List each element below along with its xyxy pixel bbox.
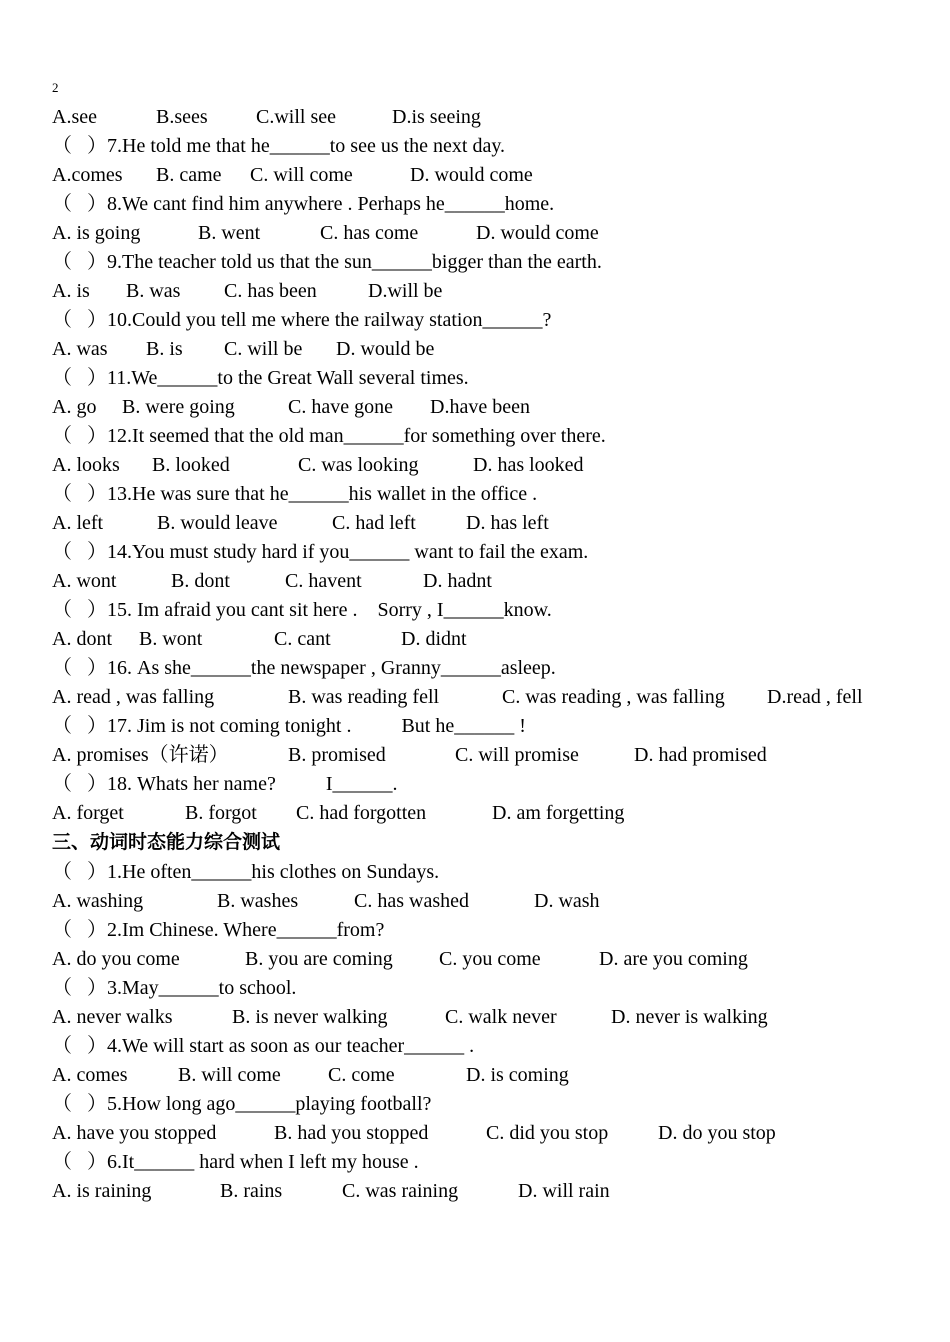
answer-option: D. hadnt [423, 570, 492, 592]
answer-option: D. had promised [634, 744, 767, 766]
answer-options-row [52, 743, 932, 767]
answer-options-row [52, 337, 932, 361]
answer-option: D. wash [534, 890, 600, 912]
answer-option: A. go [52, 396, 97, 418]
answer-option: D. will rain [518, 1180, 610, 1202]
answer-option: C. walk never [445, 1006, 557, 1028]
section-heading: 三、动词时态能力综合测试 [52, 831, 281, 853]
answer-option: C. you come [439, 948, 541, 970]
answer-options-row [52, 279, 932, 303]
answer-option: C. havent [285, 570, 362, 592]
question-text: （ ）3.May______to school. [52, 977, 297, 999]
answer-option: D.will be [368, 280, 443, 302]
answer-options-row [52, 889, 932, 913]
answer-option: C. will come [250, 164, 353, 186]
answer-option: A.see [52, 106, 97, 128]
answer-option: A. comes [52, 1064, 128, 1086]
answer-option: B. you are coming [245, 948, 393, 970]
question-text: （ ）16. As she______the newspaper , Granny______asleep. [52, 657, 556, 679]
answer-options-row [52, 221, 932, 245]
answer-option: C. had left [332, 512, 416, 534]
answer-option: D. would come [476, 222, 599, 244]
answer-option: B. went [198, 222, 261, 244]
answer-option: A. is going [52, 222, 141, 244]
answer-option: B. forgot [185, 802, 257, 824]
answer-option: B. dont [171, 570, 230, 592]
answer-option: D. would be [336, 338, 435, 360]
question-text: （ ）2.Im Chinese. Where______from? [52, 919, 385, 941]
answer-option: C.will see [256, 106, 336, 128]
answer-option: A. have you stopped [52, 1122, 217, 1144]
answer-option: B.sees [156, 106, 208, 128]
answer-option: D. has left [466, 512, 549, 534]
answer-option: B. would leave [157, 512, 278, 534]
answer-option: A. washing [52, 890, 144, 912]
answer-options-row [52, 627, 932, 651]
answer-option: B. wont [139, 628, 203, 650]
question-text: （ ）6.It______ hard when I left my house . [52, 1151, 419, 1173]
answer-option: A. is [52, 280, 90, 302]
answer-option: C. was reading , was falling [502, 686, 725, 708]
answer-option: A. is raining [52, 1180, 152, 1202]
answer-option: D. are you coming [599, 948, 748, 970]
answer-options-row [52, 163, 932, 187]
answer-options-row [52, 395, 932, 419]
answer-option: B. is [146, 338, 183, 360]
answer-options-row [52, 1179, 932, 1203]
question-text: （ ）10.Could you tell me where the railway station______? [52, 309, 552, 331]
answer-option: D. do you stop [658, 1122, 776, 1144]
question-text: （ ）7.He told me that he______to see us the next day. [52, 135, 506, 157]
answer-option: A. promises（许诺） [52, 744, 229, 766]
answer-option: A. wont [52, 570, 117, 592]
question-text: （ ）18. Whats her name? I______. [52, 773, 398, 795]
answer-option: A. read , was falling [52, 686, 215, 708]
answer-option: C. had forgotten [296, 802, 427, 824]
answer-option: C. has been [224, 280, 317, 302]
answer-option: D.is seeing [392, 106, 481, 128]
answer-option: B. will come [178, 1064, 281, 1086]
answer-option: C. did you stop [486, 1122, 609, 1144]
answer-option: D. would come [410, 164, 533, 186]
answer-option: A.comes [52, 164, 123, 186]
answer-option: D. never is walking [611, 1006, 768, 1028]
answer-option: D. is coming [466, 1064, 569, 1086]
answer-options-row [52, 453, 932, 477]
answer-option: C. come [328, 1064, 395, 1086]
question-text: （ ）11.We______to the Great Wall several times. [52, 367, 469, 389]
page-number: 2 [52, 80, 59, 95]
answer-option: D. am forgetting [492, 802, 625, 824]
answer-option: A. do you come [52, 948, 180, 970]
answer-option: B. is never walking [232, 1006, 388, 1028]
answer-option: C. will promise [455, 744, 579, 766]
answer-option: C. has washed [354, 890, 469, 912]
answer-options-row [52, 1005, 932, 1029]
answer-options-row [52, 105, 932, 129]
answer-option: B. looked [152, 454, 230, 476]
answer-option: B. was [126, 280, 181, 302]
answer-option: D.read , fell [767, 686, 863, 708]
answer-options-row [52, 685, 932, 709]
answer-option: A. never walks [52, 1006, 173, 1028]
answer-options-row [52, 569, 932, 593]
answer-option: B. came [156, 164, 222, 186]
question-text: （ ）14.You must study hard if you______ want to fail the exam. [52, 541, 589, 563]
answer-option: C. has come [320, 222, 419, 244]
question-text: （ ）9.The teacher told us that the sun______bigger than the earth. [52, 251, 602, 273]
answer-options-row [52, 801, 932, 825]
answer-option: C. have gone [288, 396, 393, 418]
answer-option: D. didnt [401, 628, 467, 650]
question-text: （ ）8.We cant find him anywhere . Perhaps he______home. [52, 193, 555, 215]
answer-option: A. left [52, 512, 104, 534]
answer-option: A. forget [52, 802, 124, 824]
question-text: （ ）12.It seemed that the old man______for something over there. [52, 425, 606, 447]
answer-option: B. washes [217, 890, 299, 912]
question-text: （ ）1.He often______his clothes on Sundays. [52, 861, 440, 883]
answer-option: A. was [52, 338, 108, 360]
answer-options-row [52, 1121, 932, 1145]
answer-options-row [52, 1063, 932, 1087]
answer-option: B. promised [288, 744, 386, 766]
question-text: （ ）5.How long ago______playing football? [52, 1093, 432, 1115]
answer-options-row [52, 511, 932, 535]
question-text: （ ）4.We will start as soon as our teacher______ . [52, 1035, 475, 1057]
answer-option: D. has looked [473, 454, 584, 476]
answer-option: A. looks [52, 454, 120, 476]
answer-option: A. dont [52, 628, 112, 650]
answer-option: C. cant [274, 628, 331, 650]
question-text: （ ）17. Jim is not coming tonight . But he______ ! [52, 715, 526, 737]
question-text: （ ）13.He was sure that he______his wallet in the office . [52, 483, 538, 505]
question-text: （ ）15. Im afraid you cant sit here . Sorry , I______know. [52, 599, 552, 621]
answer-options-row [52, 947, 932, 971]
answer-option: B. had you stopped [274, 1122, 429, 1144]
answer-option: B. was reading fell [288, 686, 440, 708]
answer-option: C. will be [224, 338, 303, 360]
answer-option: C. was raining [342, 1180, 459, 1202]
answer-option: B. rains [220, 1180, 283, 1202]
answer-option: D.have been [430, 396, 530, 418]
answer-option: C. was looking [298, 454, 419, 476]
answer-option: B. were going [122, 396, 235, 418]
